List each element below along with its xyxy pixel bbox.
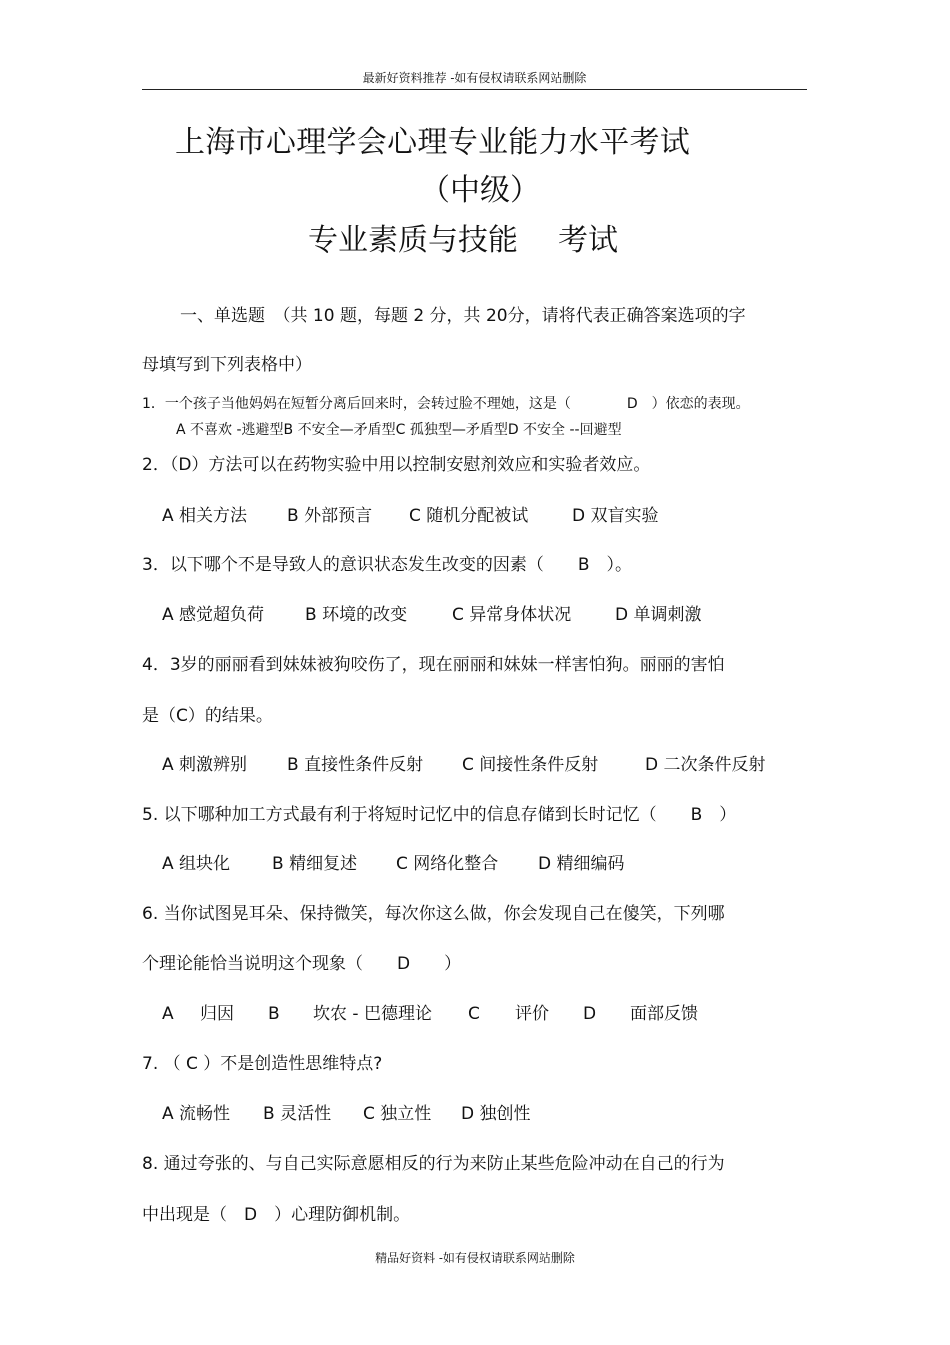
question-5: 5. 以下哪种加工方式最有利于将短时记忆中的信息存储到长时记忆（ B ） xyxy=(142,805,737,825)
option-b: B 环境的改变 xyxy=(305,605,408,625)
question-1-options xyxy=(176,421,622,439)
option-b-letter: B xyxy=(268,1004,280,1024)
option-c: C 网络化整合 xyxy=(396,854,499,874)
section-intro-line2: 母填写到下列表格中） xyxy=(142,355,312,375)
question-8-line2: 中出现是（ D ）心理防御机制。 xyxy=(142,1205,411,1225)
option-b: B 直接性条件反射 xyxy=(287,755,424,775)
option-a-text: 归因 xyxy=(200,1004,234,1024)
option-a-letter: A xyxy=(162,1004,174,1024)
question-6-line1: 6. 当你试图晃耳朵、保持微笑，每次你这么做，你会发现自己在傻笑，下列哪 xyxy=(142,904,725,924)
question-7: 7. （ C ）不是创造性思维特点? xyxy=(142,1054,383,1074)
question-4-line2: 是（C）的结果。 xyxy=(142,706,273,726)
question-2-options xyxy=(162,505,659,527)
option-b: B 不安全—矛盾型 xyxy=(283,422,396,438)
question-6-line2: 个理论能恰当说明这个现象（ D ） xyxy=(142,954,462,974)
question-2: 2．（D）方法可以在药物实验中用以控制安慰剂效应和实验者效应。 xyxy=(142,455,651,475)
question-8-line1: 8. 通过夸张的、与自己实际意愿相反的行为来防止某些危险冲动在自己的行为 xyxy=(142,1154,725,1174)
question-7-options xyxy=(162,1103,531,1125)
option-a: A 相关方法 xyxy=(162,506,248,526)
option-d: D 二次条件反射 xyxy=(645,755,766,775)
option-d-letter: D xyxy=(583,1004,597,1024)
question-4-options xyxy=(162,754,766,776)
option-b-text: 坎农 - 巴德理论 xyxy=(313,1004,432,1024)
option-a: A 组块化 xyxy=(162,854,231,874)
option-c: C 随机分配被试 xyxy=(409,506,529,526)
option-d: D 双盲实验 xyxy=(572,506,659,526)
option-c: C 间接性条件反射 xyxy=(462,755,599,775)
option-a: A 感觉超负荷 xyxy=(162,605,265,625)
option-c-letter: C xyxy=(468,1004,480,1024)
option-b: B 外部预言 xyxy=(287,506,373,526)
option-d: D 单调刺激 xyxy=(615,605,702,625)
doc-title-line1: 上海市心理学会心理专业能力水平考试 xyxy=(175,125,691,160)
question-5-options xyxy=(162,853,625,875)
doc-title-line3b: 考试 xyxy=(558,223,618,258)
doc-title-line2: （中级） xyxy=(420,173,540,208)
option-c: C 孤独型—矛盾型 xyxy=(395,422,508,438)
question-3-options xyxy=(162,604,702,626)
option-a: A 流畅性 xyxy=(162,1104,231,1124)
option-c: C 独立性 xyxy=(363,1104,432,1124)
option-d: D 精细编码 xyxy=(538,854,625,874)
option-b: B 灵活性 xyxy=(263,1104,332,1124)
page-footer: 精品好资料 -如有侵权请联系网站删除 xyxy=(375,1251,575,1265)
question-1: 1．一个孩子当他妈妈在短暂分离后回来时，会转过脸不理她，这是（ D ）依恋的表现。 xyxy=(142,396,750,412)
page-header: 最新好资料推荐 -如有侵权请联系网站删除 xyxy=(362,71,587,85)
option-d-text: 面部反馈 xyxy=(630,1004,698,1024)
doc-title-line3 xyxy=(308,222,618,260)
header-rule xyxy=(142,89,807,90)
option-b: B 精细复述 xyxy=(272,854,358,874)
option-d: D 独创性 xyxy=(461,1104,531,1124)
option-c-text: 评价 xyxy=(515,1004,549,1024)
section-intro-line1: 一、单选题 （共 10 题，每题 2 分，共 20分，请将代表正确答案选项的字 xyxy=(180,306,746,326)
doc-title-line3a: 专业素质与技能 xyxy=(308,223,518,258)
option-d: D 不安全 --回避型 xyxy=(507,422,622,438)
option-a: A 不喜欢 -逃避型 xyxy=(176,422,284,438)
question-4-line1: 4．3岁的丽丽看到妹妹被狗咬伤了，现在丽丽和妹妹一样害怕狗。丽丽的害怕 xyxy=(142,655,725,675)
option-c: C 异常身体状况 xyxy=(452,605,572,625)
question-6-options xyxy=(162,1003,698,1025)
question-3: 3．以下哪个不是导致人的意识状态发生改变的因素（ B ）。 xyxy=(142,555,632,575)
option-a: A 刺激辨别 xyxy=(162,755,248,775)
